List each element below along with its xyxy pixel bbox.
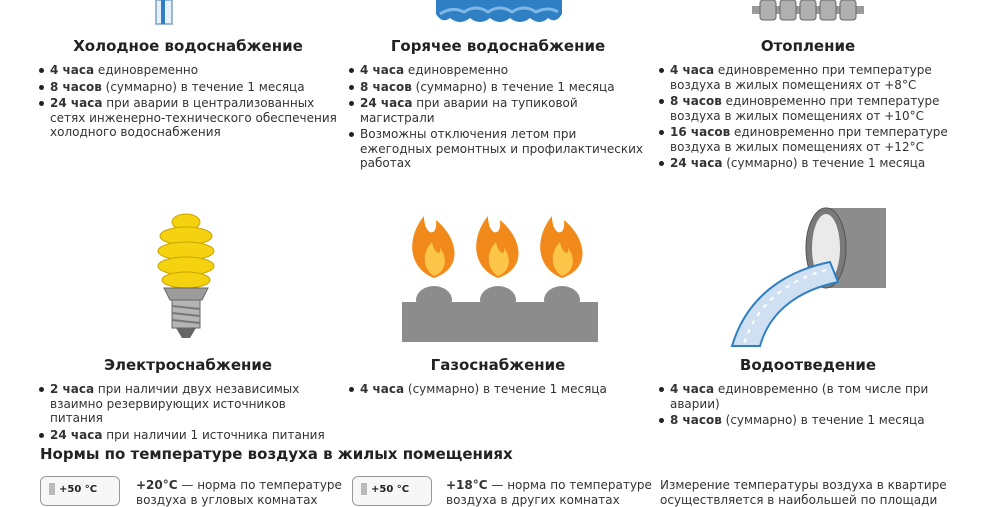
thermometer-label: +50 °С bbox=[59, 484, 98, 495]
list-item: 4 часа единовременно (в том числе при аварии) bbox=[658, 382, 958, 411]
card-list bbox=[348, 382, 648, 397]
list-item: 24 часа при аварии на тупиковой магистрали bbox=[348, 96, 648, 125]
card-hot-water bbox=[348, 37, 648, 173]
thermometer-icon bbox=[40, 476, 120, 506]
card-list bbox=[38, 63, 338, 140]
card-electricity bbox=[38, 356, 338, 444]
list-item: 24 часа (суммарно) в течение 1 месяца bbox=[658, 156, 958, 171]
list-item: 16 часов единовременно при температуре воздуха в жилых помещениях от +12°С bbox=[658, 125, 958, 154]
cold-water-pipe-icon bbox=[152, 0, 176, 26]
norm-corner-rooms: +20°С — норма по температуре воздуха в угловых комнатах bbox=[136, 478, 342, 507]
list-item: 8 часов (суммарно) в течение 1 месяца bbox=[348, 80, 648, 95]
card-list bbox=[38, 382, 338, 442]
list-item: 24 часа при наличии 1 источника питания bbox=[38, 428, 338, 443]
list-item: 2 часа при наличии двух независимых взаимно резервирующих источников питания bbox=[38, 382, 338, 426]
drain-pipe-icon bbox=[730, 206, 888, 348]
card-title: Водоотведение bbox=[739, 356, 877, 374]
list-item: 8 часов единовременно при температуре воздуха в жилых помещениях от +10°С bbox=[658, 94, 958, 123]
thermometer-label: +50 °С bbox=[371, 484, 410, 495]
card-list bbox=[348, 63, 648, 171]
list-item: 24 часа при аварии в централизованных сетях инженерно-технического обеспечения холодного водоснабжения bbox=[38, 96, 338, 140]
hot-water-icon bbox=[432, 0, 566, 26]
card-title: Горячее водоснабжение bbox=[390, 37, 606, 55]
list-item: 8 часов (суммарно) в течение 1 месяца bbox=[38, 80, 338, 95]
thermometer-icon bbox=[352, 476, 432, 506]
card-gas bbox=[348, 356, 648, 399]
norm-measurement-note: Измерение температуры воздуха в квартире осуществляется в наибольшей по площади bbox=[660, 478, 947, 507]
list-item: Возможны отключения летом при ежегодных ремонтных и профилактических работах bbox=[348, 127, 648, 171]
card-cold-water bbox=[38, 37, 338, 142]
radiator-icon bbox=[752, 0, 864, 22]
list-item: 4 часа единовременно при температуре воздуха в жилых помещениях от +8°С bbox=[658, 63, 958, 92]
gas-burner-icon bbox=[398, 208, 604, 344]
card-heating bbox=[658, 37, 958, 173]
card-title: Холодное водоснабжение bbox=[73, 37, 303, 55]
card-list bbox=[658, 382, 958, 428]
list-item: 4 часа единовременно bbox=[348, 63, 648, 78]
card-title: Газоснабжение bbox=[430, 356, 566, 374]
card-list bbox=[658, 63, 958, 171]
norms-title: Нормы по температуре воздуха в жилых помещениях bbox=[40, 445, 513, 463]
light-bulb-icon bbox=[148, 210, 224, 346]
card-drainage bbox=[658, 356, 958, 430]
list-item: 8 часов (суммарно) в течение 1 месяца bbox=[658, 413, 958, 428]
list-item: 4 часа единовременно bbox=[38, 63, 338, 78]
card-title: Отопление bbox=[760, 37, 856, 55]
norm-other-rooms: +18°С — норма по температуре воздуха в других комнатах bbox=[446, 478, 652, 507]
card-title: Электроснабжение bbox=[103, 356, 273, 374]
list-item: 4 часа (суммарно) в течение 1 месяца bbox=[348, 382, 648, 397]
